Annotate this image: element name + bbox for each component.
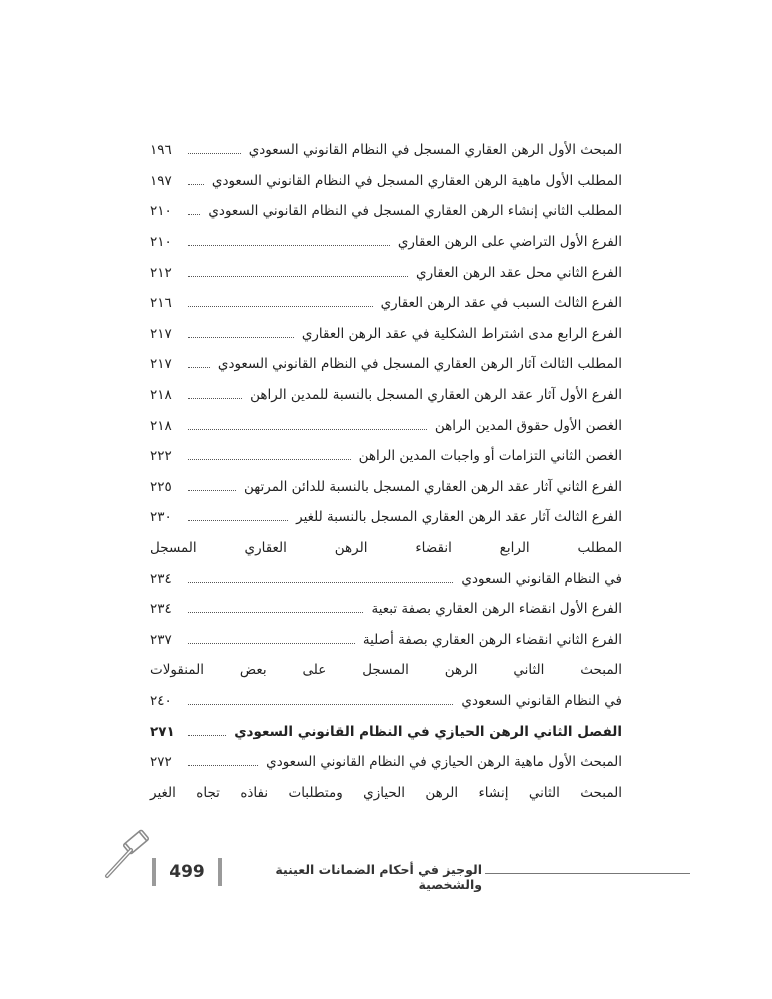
dot-leader	[188, 213, 200, 215]
toc-entry	[150, 594, 622, 625]
dot-leader	[188, 336, 294, 338]
toc-entry-title: في النظام القانوني السعودي	[461, 692, 622, 709]
toc-entry-title: المطلب الأول ماهية الرهن العقاري المسجل في النظام القانوني السعودي	[211, 172, 622, 189]
toc-entry-page: ٢٧٢	[150, 754, 172, 771]
toc-entry-title: الفرع الثاني آثار عقد الرهن العقاري المسجل بالنسبة للدائن المرتهن	[244, 478, 622, 495]
toc-entry-title: الفرع الثالث السبب في عقد الرهن العقاري	[380, 295, 622, 312]
dot-leader	[188, 519, 288, 521]
dot-leader	[188, 642, 355, 644]
dot-leader	[188, 244, 390, 246]
toc-entry	[150, 441, 622, 472]
dot-leader	[188, 703, 453, 705]
footer-rule	[485, 873, 690, 874]
toc-entry-title: الفرع الثاني محل عقد الرهن العقاري	[416, 264, 622, 281]
toc-entry	[150, 655, 622, 686]
toc-entry-page: ٢١٧	[150, 356, 172, 373]
dot-leader	[188, 734, 226, 736]
toc-entry-title: المبحث الأول ماهية الرهن الحيازي في النظام القانوني السعودي	[266, 754, 622, 771]
dot-leader	[188, 428, 427, 430]
page-number: 499	[152, 858, 222, 886]
toc-entry	[150, 777, 622, 808]
toc-entry-title: المطلب الثالث آثار الرهن العقاري المسجل في النظام القانوني السعودي	[217, 356, 622, 373]
toc-entry	[150, 410, 622, 441]
toc-entry-title: الغصن الأول حقوق المدين الراهن	[434, 417, 622, 434]
dot-leader	[188, 397, 242, 399]
dot-leader	[188, 305, 373, 307]
toc-entry-title: الفرع الأول آثار عقد الرهن العقاري المسجل بالنسبة للمدين الراهن	[250, 387, 622, 404]
toc-entry-page: ٢١٦	[150, 295, 172, 312]
toc-entry	[150, 288, 622, 319]
toc-entry	[150, 349, 622, 380]
toc-entry-title: المبحث الثاني إنشاء الرهن الحيازي ومتطلبات نفاذه تجاه الغير	[150, 784, 622, 801]
toc-entry-page: ٢١٠	[150, 234, 172, 251]
dot-leader	[188, 183, 204, 185]
dot-leader	[188, 764, 258, 766]
toc-entry-title: الفرع الأول انقضاء الرهن العقاري بصفة تبعية	[371, 601, 622, 618]
gavel-icon	[98, 826, 158, 886]
toc-entry-title: الفصل الثاني الرهن الحيازي في النظام القانوني السعودي	[234, 723, 622, 740]
toc-entry-page: ١٩٦	[150, 142, 172, 159]
dot-leader	[188, 581, 453, 583]
toc-entry-page: ٢١٧	[150, 325, 172, 342]
toc-entry-page: ٢٢٢	[150, 448, 172, 465]
toc-entry-title: المطلب الرابع انقضاء الرهن العقاري المسجل	[150, 540, 622, 557]
dot-leader	[188, 275, 408, 277]
toc-entry	[150, 135, 622, 166]
toc-entry	[150, 319, 622, 350]
footer-book-title: الوجيز في أحكام الضمانات العينية والشخصية	[275, 862, 482, 892]
toc-entry	[150, 747, 622, 778]
toc-entry-title: المبحث الثاني الرهن المسجل على بعض المنقولات	[150, 662, 622, 679]
toc-entry-title: الفرع الأول التراضي على الرهن العقاري	[397, 234, 622, 251]
toc-entry	[150, 227, 622, 258]
toc-entry-page: ٢١٨	[150, 417, 172, 434]
toc-entry-title: الفرع الثاني انقضاء الرهن العقاري بصفة أصلية	[362, 631, 622, 648]
toc-entry	[150, 472, 622, 503]
toc-entry-title: الفرع الرابع مدى اشتراط الشكلية في عقد الرهن العقاري	[301, 325, 622, 342]
toc-entry-title: المطلب الثاني إنشاء الرهن العقاري المسجل في النظام القانوني السعودي	[208, 203, 622, 220]
toc-entry-page: ٢١٨	[150, 387, 172, 404]
toc-entry-page: ٢١٢	[150, 264, 172, 281]
toc-entry-title: في النظام القانوني السعودي	[461, 570, 622, 587]
toc-entry-title: الغصن الثاني التزامات أو واجبات المدين الراهن	[358, 448, 622, 465]
toc-entry	[150, 257, 622, 288]
table-of-contents	[150, 135, 622, 808]
toc-entry	[150, 716, 622, 747]
toc-entry	[150, 563, 622, 594]
toc-entry	[150, 166, 622, 197]
toc-entry	[150, 533, 622, 564]
dot-leader	[188, 611, 363, 613]
dot-leader	[188, 489, 236, 491]
toc-entry	[150, 502, 622, 533]
toc-entry	[150, 196, 622, 227]
toc-entry-page: ٢٧١	[150, 723, 175, 740]
toc-entry-page: ٢٣٧	[150, 631, 172, 648]
toc-entry-page: ٢٣٤	[150, 601, 172, 618]
toc-entry	[150, 686, 622, 717]
toc-entry-page: ٢٢٥	[150, 478, 172, 495]
toc-entry-page: ١٩٧	[150, 172, 172, 189]
toc-entry	[150, 380, 622, 411]
toc-entry-page: ٢٣٠	[150, 509, 172, 526]
toc-entry-title: الفرع الثالث آثار عقد الرهن العقاري المسجل بالنسبة للغير	[296, 509, 622, 526]
toc-entry-page: ٢١٠	[150, 203, 172, 220]
toc-entry	[150, 625, 622, 656]
toc-entry-page: ٢٤٠	[150, 692, 172, 709]
toc-entry-title: المبحث الأول الرهن العقاري المسجل في النظام القانوني السعودي	[248, 142, 622, 159]
toc-entry-page: ٢٣٤	[150, 570, 172, 587]
dot-leader	[188, 458, 351, 460]
dot-leader	[188, 152, 241, 154]
dot-leader	[188, 366, 210, 368]
